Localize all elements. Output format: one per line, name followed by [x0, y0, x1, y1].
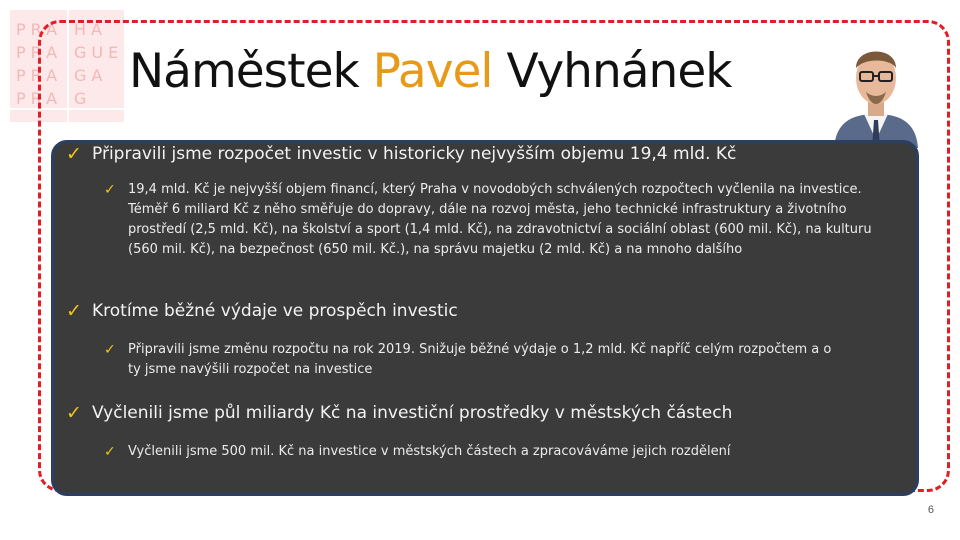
logo-text: PRA: [16, 66, 63, 85]
check-icon: ✓: [104, 182, 116, 198]
check-icon: ✓: [104, 444, 116, 460]
logo-text: PRA: [16, 43, 63, 62]
logo-text: GUE: [74, 43, 124, 62]
sub-bullet-2: [104, 340, 844, 380]
page-number: 6: [927, 504, 934, 516]
bullet-text: Připravili jsme rozpočet investic v historicky nejvyšším objemu 19,4 mld. Kč: [92, 144, 737, 164]
check-icon: ✓: [66, 143, 82, 165]
sub-bullet-3: [104, 442, 894, 462]
portrait-illustration: [830, 24, 922, 148]
title-accent: Pavel: [372, 44, 493, 99]
logo-text: GA: [74, 66, 108, 85]
logo-text: G: [74, 89, 92, 108]
sub-bullet-text: Připravili jsme změnu rozpočtu na rok 2019. Snižuje běžné výdaje o 1,2 mld. Kč napříč celým rozpočtem a o ty jsme navýšili rozpočet na investice: [128, 342, 832, 377]
check-icon: ✓: [104, 342, 116, 358]
bullet-2: [66, 299, 458, 323]
check-icon: ✓: [66, 402, 82, 424]
sub-bullet-text: Vyčlenili jsme 500 mil. Kč na investice v městských částech a zpracováváme jejich rozdělení: [128, 444, 731, 459]
check-icon: ✓: [66, 300, 82, 322]
bullet-text: Krotíme běžné výdaje ve prospěch investic: [92, 301, 458, 321]
sub-bullet-text: 19,4 mld. Kč je nejvyšší objem financí, který Praha v novodobých schválených rozpočtech vyčlenila na investice. Téměř 6 miliard Kč z něho směřuje do dopravy, dále na rozvoj města, jeho technické infrastruktury a životního prostředí (2,5 mld. Kč), na školství a sport (1,4 mld. Kč), na zdravotnictví a sociální oblast (600 mil. Kč), na kulturu (560 mil. Kč), na bezpečnost (650 mil. Kč.), na správu majetku (2 mld. Kč) a na mnoho dalšího: [128, 182, 872, 257]
logo-text: PRA: [16, 89, 63, 108]
sub-bullet-1: [104, 180, 894, 260]
bullet-text: Vyčlenili jsme půl miliardy Kč na investiční prostředky v městských částech: [92, 403, 733, 423]
logo-text: HA: [74, 20, 107, 39]
title-part1: Náměstek: [129, 44, 359, 99]
slide-title: [129, 44, 731, 99]
title-part2: Vyhnánek: [506, 44, 732, 99]
bullet-1: [66, 142, 736, 166]
portrait-photo: [830, 24, 922, 148]
logo-text: PRA: [16, 20, 63, 39]
bullet-3: [66, 401, 732, 425]
